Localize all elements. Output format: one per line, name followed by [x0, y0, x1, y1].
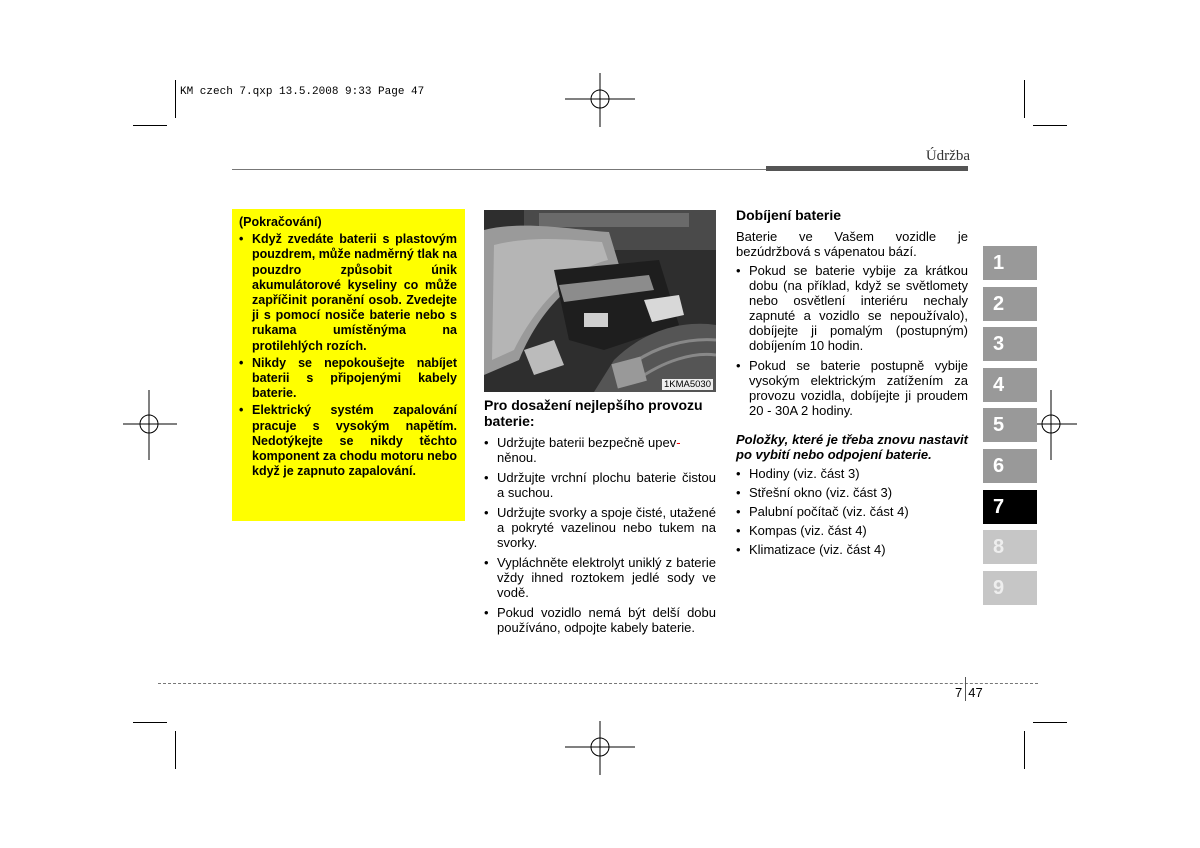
chapter-tab-6[interactable]: 6 [983, 449, 1037, 483]
header-rule-accent [766, 166, 968, 171]
photo-code: 1KMA5030 [663, 379, 711, 390]
best-service-section [484, 397, 716, 640]
list-item: • Hodiny (viz. část 3) [736, 466, 968, 481]
warning-item: • Když zvedáte baterii s plastovým pouzdrem, může nadměrný tlak na pouzdro způsobit únik akumulátorové kyseliny co může zapříčinit poranění osob. Zvedejte ji s pomocí nosiče baterie nebo s rukama umístěnýma na protilehlých rozích. [239, 232, 457, 354]
chapter-tab-5[interactable]: 5 [983, 408, 1037, 442]
chapter-tabs [983, 246, 1037, 611]
page-chapter: 7 [955, 685, 963, 700]
list-item: • Pokud se baterie postupně vybije vysokým elektrickým zatížením za provozu vozidla, dobíjejte ji proudem 20 - 30A 2 hodiny. [736, 358, 968, 418]
warning-list [239, 232, 457, 479]
chapter-tab-4[interactable]: 4 [983, 368, 1037, 402]
warning-item: • Elektrický systém zapalování pracuje s vysokým napětím. Nedotýkejte se nikdy těchto komponent za chodu motoru nebo když je zapnuto zapalování. [239, 403, 457, 479]
list-item: • Klimatizace (viz. část 4) [736, 542, 968, 557]
list-item: • Palubní počítač (viz. část 4) [736, 504, 968, 519]
warning-box [232, 209, 465, 521]
list-item: • Pokud se baterie vybije za krátkou dobu (na příklad, když se světlomety nebo osvětlení interiéru nechaly zapnuté a vozidlo se nepoužívalo), dobíjejte ji pomalým (postupným) dobíjením 10 hodin. [736, 263, 968, 353]
chapter-tab-1[interactable]: 1 [983, 246, 1037, 280]
chapter-tab-9[interactable]: 9 [983, 571, 1037, 605]
list-item-text: něnou. [497, 450, 537, 465]
section-title: Údržba [925, 148, 970, 164]
list-item: • Kompas (viz. část 4) [736, 523, 968, 538]
warning-heading: (Pokračování) [239, 215, 322, 229]
battery-photo [484, 210, 716, 392]
charging-intro: Baterie ve Vašem vozidle je bezúdržbová s vápenatou bází. [736, 229, 968, 259]
list-item: • Udržujte vrchní plochu baterie čistou a suchou. [484, 470, 716, 500]
chapter-tab-3[interactable]: 3 [983, 327, 1037, 361]
page-number [955, 685, 983, 700]
footer-rule [158, 683, 1038, 684]
list-item: • Střešní okno (viz. část 3) [736, 485, 968, 500]
chapter-tab-7[interactable]: 7 [983, 490, 1037, 524]
hyphen: - [676, 435, 681, 450]
charging-title: Dobíjení baterie [736, 207, 842, 223]
warning-item: • Nikdy se nepokoušejte nabíjet baterii s připojenými kabely baterie. [239, 356, 457, 402]
print-slug: KM czech 7.qxp 13.5.2008 9:33 Page 47 [180, 86, 425, 98]
chapter-tab-2[interactable]: 2 [983, 287, 1037, 321]
chapter-tab-8[interactable]: 8 [983, 530, 1037, 564]
charging-list [736, 263, 968, 418]
best-service-list [484, 435, 716, 635]
charging-section [736, 207, 968, 561]
list-item: • Pokud vozidlo nemá být delší dobu používáno, odpojte kabely baterie. [484, 605, 716, 635]
page-num: 47 [968, 685, 983, 700]
list-item [484, 435, 716, 465]
registration-mark-bottom [565, 721, 635, 775]
reset-list [736, 466, 968, 557]
list-item: • Vypláchněte elektrolyt uniklý z baterie vždy ihned roztokem jedlé sody ve vodě. [484, 555, 716, 600]
battery-photo-illustration [484, 210, 716, 392]
list-item: • Udržujte svorky a spoje čisté, utažené a pokryté vazelinou nebo tukem na svorky. [484, 505, 716, 550]
registration-mark-left [123, 390, 177, 460]
reset-title: Položky, které je třeba znovu nastavit po vybití nebo odpojení baterie. [736, 432, 968, 462]
best-service-title: Pro dosažení nejlepšího provozu baterie: [484, 397, 703, 429]
list-item-text: Udržujte baterii bezpečně upev [497, 435, 677, 450]
registration-mark-top [565, 73, 635, 127]
